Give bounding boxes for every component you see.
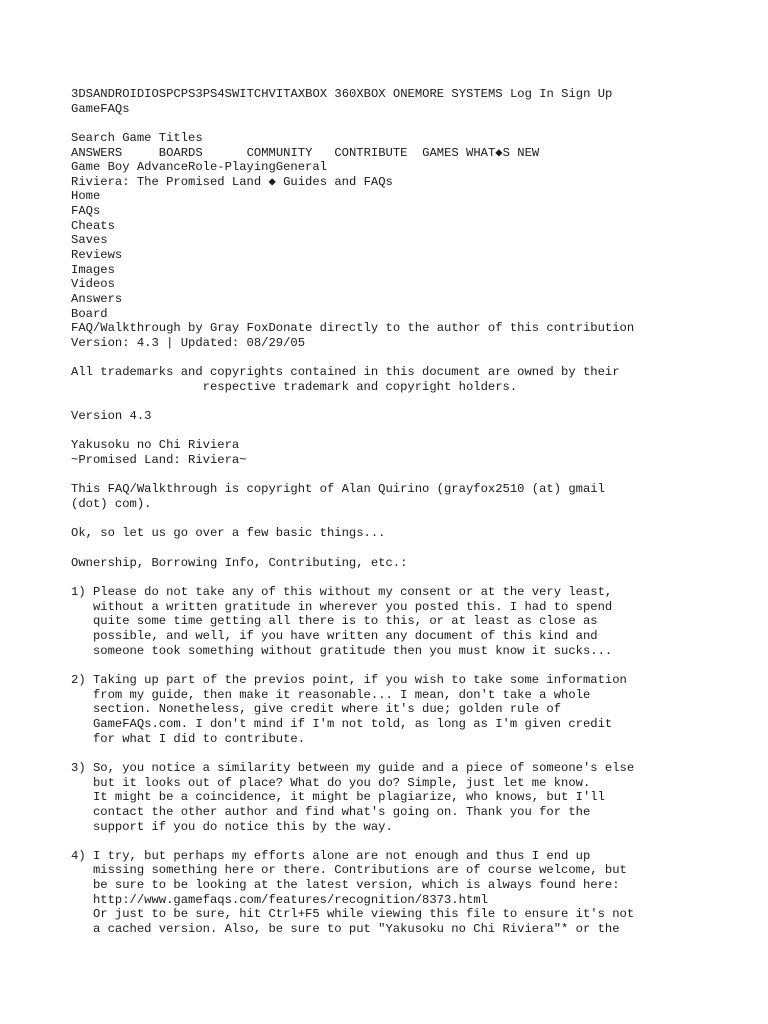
breadcrumb-genre[interactable]: Role-Playing	[188, 160, 276, 175]
author-link[interactable]: Gray Fox	[209, 321, 269, 336]
page-content	[71, 87, 711, 937]
platform-link-ps4[interactable]: PS4	[202, 87, 225, 101]
donate-link[interactable]: Donate directly to the author of this contribution	[268, 321, 635, 336]
platform-link-xbox-one[interactable]: XBOX ONE	[356, 87, 415, 101]
nav-boards[interactable]: BOARDS	[158, 145, 203, 160]
platform-link-android[interactable]: ANDROID	[92, 87, 145, 101]
faq-byline	[71, 321, 711, 336]
subnav-cheats[interactable]: Cheats	[71, 218, 115, 233]
site-logo-link[interactable]	[71, 102, 711, 117]
breadcrumb	[71, 160, 711, 175]
nav-contribute[interactable]: CONTRIBUTE	[334, 145, 408, 160]
subnav-saves[interactable]: Saves	[71, 233, 108, 248]
subnav-board[interactable]: Board	[71, 306, 108, 321]
signup-link[interactable]: Sign Up	[561, 87, 613, 101]
platform-link-switch[interactable]: SWITCH	[224, 87, 269, 101]
subnav-answers[interactable]: Answers	[71, 291, 123, 306]
breadcrumb-subgenre[interactable]: General	[275, 160, 327, 175]
login-link[interactable]: Log In	[509, 87, 554, 101]
subnav-videos[interactable]: Videos	[71, 277, 115, 292]
spacer	[71, 351, 711, 366]
nav-answers[interactable]: ANSWERS	[71, 145, 123, 160]
search-games-link[interactable]	[71, 131, 711, 146]
platform-link-vita[interactable]: VITA	[268, 87, 298, 101]
spacer	[71, 116, 711, 131]
subnav-home[interactable]: Home	[71, 189, 101, 204]
breadcrumb-platform[interactable]: Game Boy Advance	[71, 160, 189, 175]
top-navigation	[71, 87, 711, 102]
platform-link-ios[interactable]: IOS	[144, 87, 167, 101]
subnav-faqs[interactable]: FAQs	[71, 204, 101, 219]
site-name: GameFAQs	[71, 101, 130, 116]
platform-link-pc[interactable]: PC	[166, 87, 181, 101]
main-navigation	[71, 146, 711, 161]
subnav-reviews[interactable]: Reviews	[71, 248, 123, 263]
nav-games[interactable]: GAMES	[422, 145, 459, 160]
subnav-images[interactable]: Images	[71, 262, 115, 277]
page-title: Riviera: The Promised Land ◆ Guides and FAQs	[71, 174, 393, 189]
nav-whats-new[interactable]: WHAT◆S NEW	[466, 145, 540, 160]
platform-link-more-systems[interactable]: MORE SYSTEMS	[414, 87, 503, 101]
platform-link-xbox-360[interactable]: XBOX 360	[297, 87, 357, 101]
version-info: Version: 4.3 | Updated: 08/29/05	[71, 335, 306, 350]
nav-community[interactable]: COMMUNITY	[246, 145, 313, 160]
platform-link-3ds[interactable]: 3DS	[71, 87, 93, 101]
platform-link-ps3[interactable]: PS3	[180, 87, 203, 101]
byline-prefix: FAQ/Walkthrough by	[71, 321, 210, 336]
faq-body-text: All trademarks and copyrights contained in this document are owned by their respective trademark and copyright holders. Version 4.3 Yakusoku no Chi Riviera ~Promised Land: Riviera~ This FAQ/Walkthrough is copyright of Alan Quirino (grayfox2510 (at) gmail (dot) com). Ok, so let us go over a few basic things... Ownership, Borrowing Info, Contributing, etc.: 1) Please do not take any of this without my consent or at the very least, without a written gratitude in wherever you posted this. I had to spend quite some time getting all there is to this, or at least as close as possible, and well, if you have written any document of this kind and someone took something without gratitude then you must know it sucks... 2) Taking up part of the previos point, if you wish to take some information from my guide, then make it reasonable... I mean, don't take a whole section. Nonetheless, give credit where it's due; golden rule of GameFAQs.com. I don't mind if I'm not told, as long as I'm given credit for what I did to contribute. 3) So, you notice a similarity between my guide and a piece of someone's else but it looks out of place? What do you do? Simple, just let me know. It might be a coincidence, it might be plagiarize, who knows, but I'll contact the other author and find what's going on. Thank you for the support if you do notice this by the way. 4) I try, but perhaps my efforts alone are not enough and thus I end up missing something here or there. Contributions are of course welcome, but be sure to be looking at the latest version, which is always found here: http://www.gamefaqs.com/features/recognition/8373.html Or just to be sure, hit Ctrl+F5 while viewing this file to ensure it's not a cached version. Also, be sure to put "Yakusoku no Chi Riviera"* or the	[71, 365, 635, 937]
search-label: Search Game Titles	[71, 130, 203, 145]
